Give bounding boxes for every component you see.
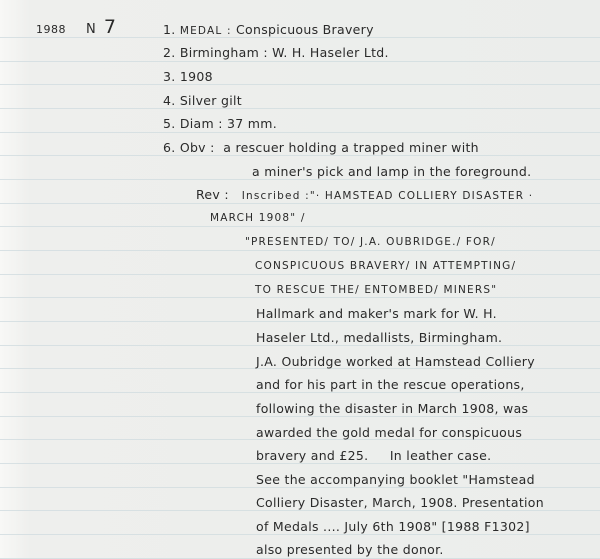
entry-text: Silver gilt: [179, 93, 242, 108]
entry-6-obverse: [163, 140, 479, 156]
note-line: and for his part in the rescue operations,: [256, 377, 525, 392]
entry-1: [163, 22, 374, 39]
note-line: Haseler Ltd., medallists, Birmingham.: [256, 330, 503, 345]
object-number-prefix: N: [86, 22, 98, 37]
accession-year: 1988: [36, 23, 66, 36]
ruled-line: [0, 61, 600, 62]
entry-number: 1.: [163, 22, 176, 37]
reverse-line-2: MARCH 1908" /: [210, 212, 306, 224]
entry-number: 4.: [163, 93, 176, 108]
entry-text: Birmingham : W. H. Haseler Ltd.: [179, 45, 389, 60]
entry-label: MEDAL :: [179, 25, 232, 37]
note-line: also presented by the donor.: [256, 542, 444, 557]
note-line: See the accompanying booklet "Hamstead: [256, 472, 535, 487]
entry-label: Obv :: [179, 140, 215, 155]
ruled-line: [0, 84, 600, 85]
ruled-line: [0, 108, 600, 109]
ruled-line: [0, 226, 600, 227]
note-line: awarded the gold medal for conspicuous: [256, 425, 523, 440]
reverse-label: Rev :: [196, 187, 229, 202]
ruled-line: [0, 250, 600, 251]
entry-text: a rescuer holding a trapped miner with: [223, 140, 479, 155]
entry-3: [163, 69, 213, 85]
note-line: J.A. Oubridge worked at Hamstead Colliery: [256, 354, 535, 369]
note-line: Hallmark and maker's mark for W. H.: [256, 306, 497, 321]
entry-number: 3.: [163, 69, 176, 84]
entry-number: 2.: [163, 45, 176, 60]
entry-4: [163, 93, 242, 109]
reverse-line-5: TO RESCUE THE/ ENTOMBED/ MINERS": [255, 284, 498, 296]
reverse-line-3: "PRESENTED/ TO/ J.A. OUBRIDGE./ FOR/: [245, 236, 496, 248]
note-line: following the disaster in March 1908, was: [256, 401, 529, 416]
entry-text: Conspicuous Bravery: [236, 22, 374, 37]
note-line: bravery and £25. In leather case.: [256, 448, 492, 463]
entry-text: 1908: [179, 69, 213, 84]
obverse-continued: a miner's pick and lamp in the foreground.: [252, 164, 532, 179]
note-line: of Medals .... July 6th 1908" [1988 F1302]: [256, 519, 530, 534]
object-number: [86, 16, 118, 38]
entry-number: 5.: [163, 116, 176, 131]
reverse-line-4: CONSPICUOUS BRAVERY/ IN ATTEMPTING/: [255, 260, 517, 272]
entry-2: [163, 45, 389, 61]
entry-text: Diam : 37 mm.: [179, 116, 278, 131]
entry-5: [163, 116, 277, 132]
entry-number: 6.: [163, 140, 176, 155]
reverse-inscription: Inscribed :"· HAMSTEAD COLLIERY DISASTER ·: [241, 190, 534, 202]
object-number-value: 7: [103, 16, 118, 38]
note-line: Colliery Disaster, March, 1908. Presentation: [256, 495, 544, 510]
ruled-line: [0, 274, 600, 275]
ruled-line: [0, 132, 600, 133]
reverse-line-1: [196, 187, 533, 204]
